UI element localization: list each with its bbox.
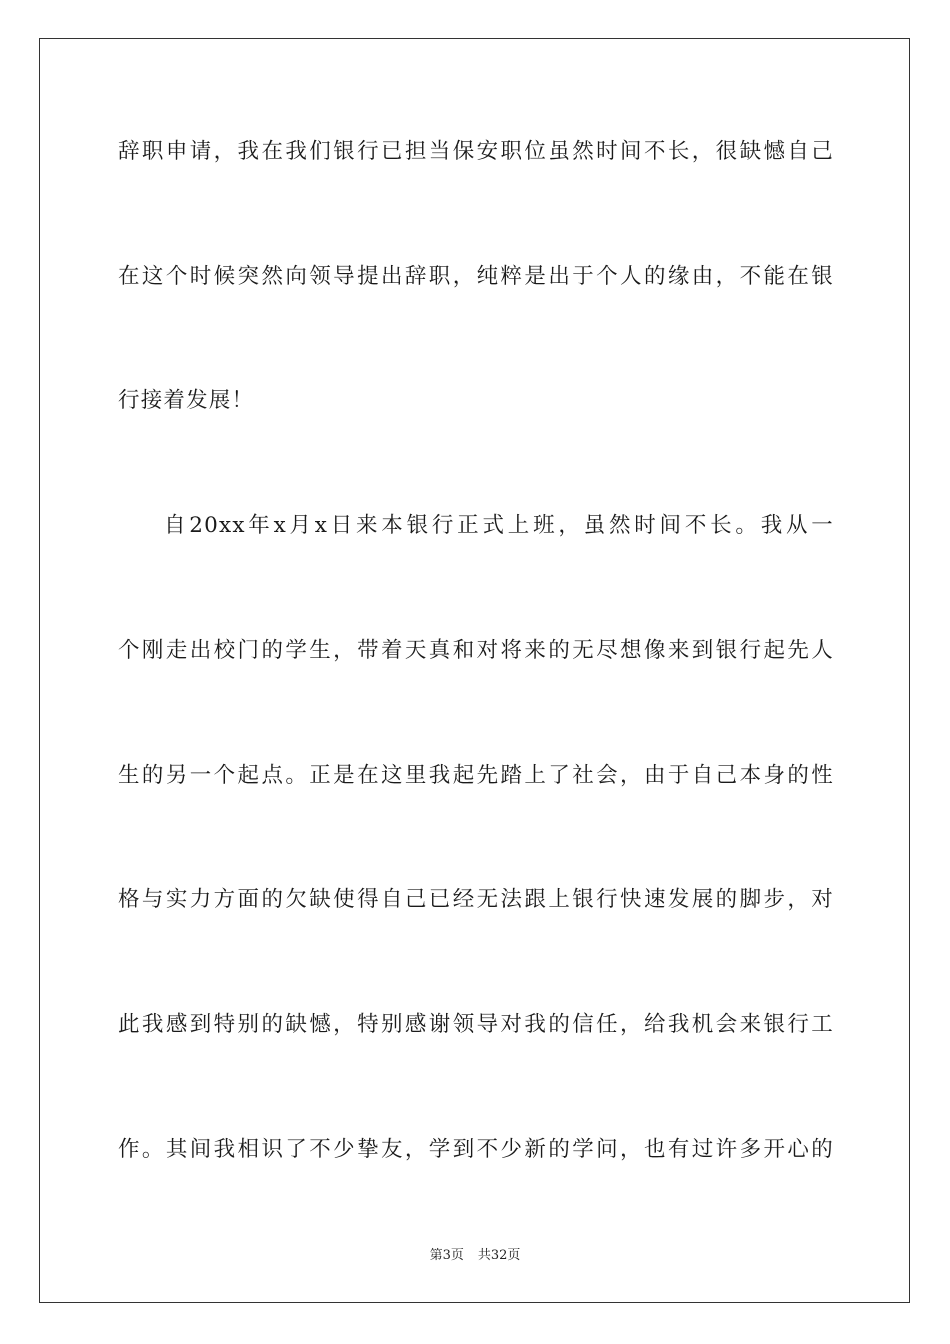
page-footer: [0, 1247, 950, 1265]
body-text-line: 生的另一个起点。正是在这里我起先踏上了社会，由于自己本身的性: [118, 763, 834, 788]
body-text-line: 作。其间我相识了不少挚友，学到不少新的学问，也有过许多开心的: [118, 1137, 834, 1162]
body-text-line: 格与实力方面的欠缺使得自己已经无法跟上银行快速发展的脚步，对: [118, 887, 834, 912]
body-text-line: 个刚走出校门的学生，带着天真和对将来的无尽想像来到银行起先人: [118, 638, 834, 663]
body-text-line: 行接着发展！: [118, 388, 255, 413]
page-number: 第3页: [429, 1248, 464, 1263]
body-text-line: 自20xx年x月x日来本银行正式上班，虽然时间不长。我从一: [164, 513, 834, 538]
body-text-line: 此我感到特别的缺憾，特别感谢领导对我的信任，给我机会来银行工: [118, 1012, 834, 1037]
body-text-line: 辞职申请，我在我们银行已担当保安职位虽然时间不长，很缺憾自己: [118, 139, 834, 164]
page-border: [39, 38, 910, 1303]
page-total: 共32页: [477, 1248, 521, 1263]
body-text-line: 在这个时候突然向领导提出辞职，纯粹是出于个人的缘由，不能在银: [118, 264, 834, 289]
